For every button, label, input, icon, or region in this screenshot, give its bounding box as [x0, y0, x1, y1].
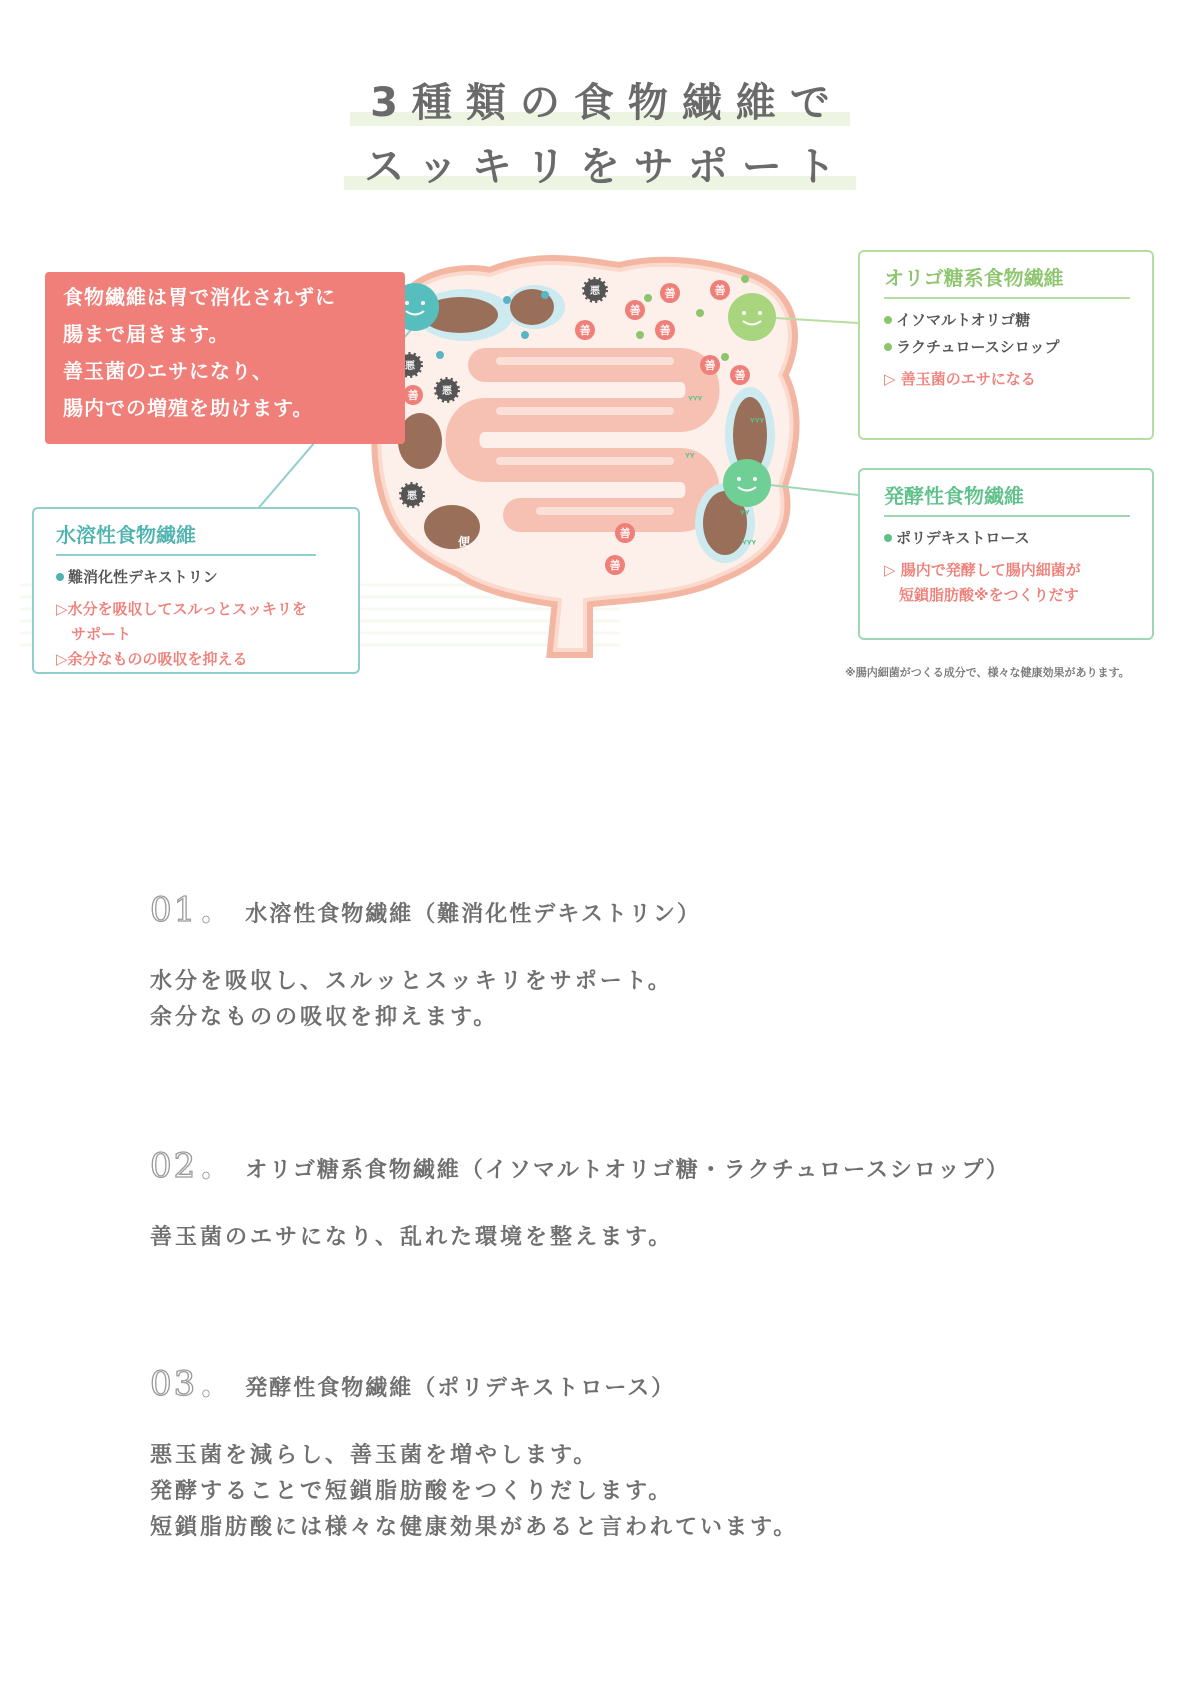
- good-bacterium: [605, 555, 625, 575]
- callout-title: 水溶性食物繊維: [56, 519, 316, 556]
- section-heading: [150, 1364, 798, 1404]
- svg-text:善: 善: [619, 527, 631, 540]
- svg-text:悪: 悪: [442, 386, 452, 397]
- section-heading: [150, 1146, 1010, 1186]
- body-line: 悪玉菌を減らし、善玉菌を増やします。: [150, 1443, 599, 1468]
- section-heading: [150, 890, 701, 930]
- section-number: 03: [150, 1364, 198, 1404]
- bullet-dot: [884, 343, 892, 351]
- section-number-dot: 。: [201, 898, 228, 928]
- good-bacterium: [403, 385, 423, 405]
- svg-text:善: 善: [609, 559, 621, 572]
- bullet-dot: [56, 573, 64, 581]
- svg-text:善: 善: [629, 304, 641, 317]
- svg-text:善: 善: [734, 369, 746, 382]
- bullet-dot: [884, 534, 892, 542]
- bullet-dot: [884, 316, 892, 324]
- section-number: 01: [150, 890, 198, 930]
- svg-text:善: 善: [579, 324, 591, 337]
- section-title: 発酵性食物繊維（ポリデキストロース）: [245, 1376, 676, 1401]
- body-line: 善玉菌のエサになり、乱れた環境を整えます。: [150, 1225, 674, 1250]
- callout-fermented: [858, 468, 1154, 640]
- good-bacterium: [625, 300, 645, 320]
- callout-item: ラクチュロースシロップ: [884, 336, 1152, 357]
- callout-soluble: [32, 507, 360, 674]
- good-bacterium: [700, 355, 720, 375]
- page-title: [0, 78, 1200, 192]
- good-bacterium: [575, 320, 595, 340]
- title-line-1: 3種類の食物繊維で: [350, 78, 850, 128]
- bad-bacterium: [584, 279, 606, 301]
- section-body: [150, 1438, 798, 1546]
- callout-effects: ▷ 腸内で発酵して腸内細菌が 短鎖脂肪酸※をつくりだす: [884, 561, 1081, 604]
- svg-text:ᵞᵞᵞ: ᵞᵞᵞ: [742, 537, 757, 550]
- body-line: 余分なものの吸収を抑えます。: [150, 1005, 499, 1030]
- good-bacterium: [710, 280, 730, 300]
- bad-bacterium: [436, 379, 458, 401]
- body-line: 短鎖脂肪酸には様々な健康効果があると言われています。: [150, 1515, 799, 1540]
- bad-bacterium: [401, 484, 423, 506]
- section-01: [150, 890, 701, 1036]
- callout-item: イソマルトオリゴ糖: [884, 309, 1152, 330]
- svg-text:悪: 悪: [405, 361, 415, 372]
- svg-text:ᵞᵞ: ᵞᵞ: [685, 450, 695, 463]
- callout-title: 発酵性食物繊維: [884, 480, 1130, 517]
- intro-line: 腸内での増殖を助けます。: [63, 396, 314, 420]
- section-body: [150, 1220, 1010, 1256]
- svg-text:悪: 悪: [407, 491, 417, 502]
- stool-label: 便: [458, 535, 471, 549]
- intro-line: 腸まで届きます。: [63, 322, 230, 346]
- face-oligo: [728, 293, 776, 341]
- svg-text:ᵞᵞᵞ: ᵞᵞᵞ: [688, 393, 703, 406]
- svg-text:ᵞᵞ: ᵞᵞ: [740, 507, 750, 520]
- svg-text:悪: 悪: [590, 286, 600, 297]
- section-number-dot: 。: [201, 1154, 228, 1184]
- good-bacterium: [660, 283, 680, 303]
- section-title: 水溶性食物繊維（難消化性デキストリン）: [245, 902, 701, 927]
- svg-text:ᵞᵞᵞ: ᵞᵞᵞ: [750, 415, 765, 428]
- section-title: オリゴ糖系食物繊維（イソマルトオリゴ糖・ラクチュロースシロップ）: [245, 1158, 1010, 1183]
- svg-text:善: 善: [704, 359, 716, 372]
- callout-item: 難消化性デキストリン: [56, 566, 358, 587]
- section-03: [150, 1364, 798, 1546]
- body-line: 発酵することで短鎖脂肪酸をつくりだします。: [150, 1479, 674, 1504]
- footnote: ※腸内細菌がつくる成分で、様々な健康効果があります。: [845, 666, 1130, 679]
- face-fermented: [723, 459, 771, 507]
- svg-text:善: 善: [714, 284, 726, 297]
- intestine-figure: [20, 255, 1180, 715]
- intro-line: 食物繊維は胃で消化されずに: [63, 285, 336, 309]
- title-line-2: スッキリをサポート: [344, 142, 856, 192]
- callout-oligo: [858, 250, 1154, 440]
- callout-item: ポリデキストロース: [884, 527, 1152, 548]
- callout-effects: ▷水分を吸収してスルっとスッキリを サポート ▷余分なものの吸収を抑える: [56, 600, 307, 668]
- section-number: 02: [150, 1146, 198, 1186]
- intro-line: 善玉菌のエサになり、: [63, 359, 273, 383]
- good-bacterium: [655, 320, 675, 340]
- body-line: 水分を吸収し、スルッとスッキリをサポート。: [150, 969, 673, 994]
- svg-text:善: 善: [664, 287, 676, 300]
- good-bacterium: [730, 365, 750, 385]
- section-number-dot: 。: [201, 1372, 228, 1402]
- callout-effects: ▷ 善玉菌のエサになる: [884, 370, 1036, 388]
- svg-text:善: 善: [407, 389, 419, 402]
- intro-box: [45, 272, 405, 444]
- good-bacterium: [615, 523, 635, 543]
- callout-title: オリゴ糖系食物繊維: [884, 262, 1130, 299]
- svg-text:善: 善: [659, 324, 671, 337]
- section-02: [150, 1146, 1010, 1256]
- section-body: [150, 964, 701, 1036]
